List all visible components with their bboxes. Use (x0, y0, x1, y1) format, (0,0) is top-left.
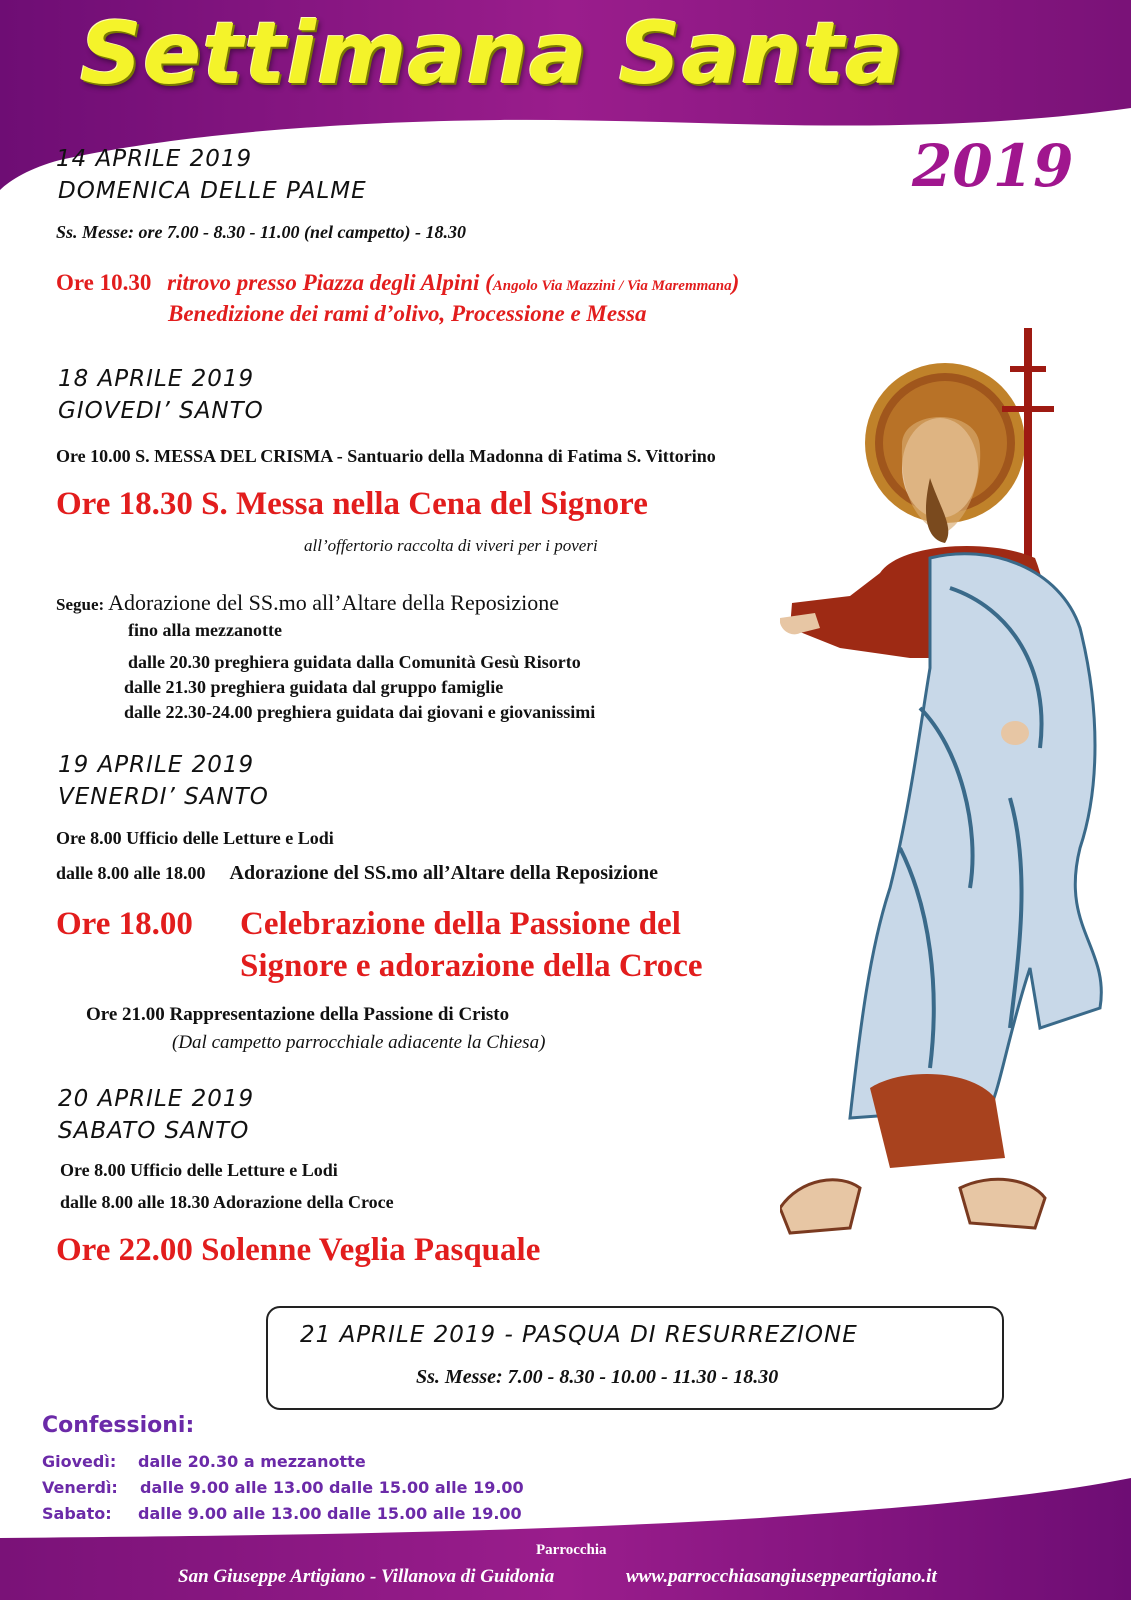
confessioni-day: Giovedì: (42, 1452, 117, 1471)
confessioni-day: Venerdì: (42, 1478, 118, 1497)
giovedi-line2: dalle 21.30 preghiera guidata dal gruppo famiglie (124, 677, 504, 697)
giovedi-adorazione: Adorazione del SS.mo all’Altare della Reposizione (108, 590, 560, 615)
sabato-veglia: Ore 22.00 Solenne Veglia Pasquale (56, 1232, 541, 1268)
footer-parish-name: San Giuseppe Artigiano - Villanova di Guidonia (178, 1566, 555, 1587)
pasqua-box (266, 1306, 1004, 1410)
sabato-day: SABATO SANTO (58, 1118, 250, 1144)
confessioni-hours: dalle 20.30 a mezzanotte (138, 1452, 366, 1471)
palme-masses: Ss. Messe: ore 7.00 - 8.30 - 11.00 (nel campetto) - 18.30 (56, 222, 466, 242)
poster-title: Settimana Santa (80, 4, 905, 104)
giovedi-crisma: Ore 10.00 S. MESSA DEL CRISMA - Santuario della Madonna di Fatima S. Vittorino (56, 446, 716, 466)
confessioni-hours: dalle 9.00 alle 13.00 dalle 15.00 alle 19.00 (140, 1478, 524, 1497)
palme-date: 14 APRILE 2019 (56, 146, 253, 172)
palme-meet-line (56, 270, 739, 296)
giovedi-offertorio: all’offertorio raccolta di viveri per i poveri (304, 536, 598, 555)
sabato-date: 20 APRILE 2019 (58, 1086, 255, 1112)
venerdi-adorazione-text: Adorazione del SS.mo all’Altare della Reposizione (229, 862, 658, 884)
confessioni-hours: dalle 9.00 alle 13.00 dalle 15.00 alle 19.00 (138, 1504, 522, 1523)
giovedi-line1: dalle 20.30 preghiera guidata dalla Comunità Gesù Risorto (128, 652, 581, 672)
venerdi-date: 19 APRILE 2019 (58, 752, 255, 778)
venerdi-ufficio: Ore 8.00 Ufficio delle Letture e Lodi (56, 828, 334, 848)
pasqua-title: 21 APRILE 2019 - PASQUA DI RESURREZIONE (300, 1322, 858, 1348)
venerdi-passione-line1: Celebrazione della Passione del (240, 906, 681, 942)
pasqua-masses: Ss. Messe: 7.00 - 8.30 - 10.00 - 11.30 - 18.30 (416, 1366, 779, 1388)
palme-blessing: Benedizione dei rami d’olivo, Processione e Messa (168, 301, 647, 326)
sabato-ufficio: Ore 8.00 Ufficio delle Letture e Lodi (60, 1160, 338, 1180)
confessioni-heading: Confessioni: (42, 1413, 195, 1438)
sabato-adorazione: dalle 8.00 alle 18.30 Adorazione della Croce (60, 1192, 394, 1212)
palme-meet-text: ritrovo presso Piazza degli Alpini ( (167, 270, 493, 295)
giovedi-day: GIOVEDI’ SANTO (58, 398, 264, 424)
venerdi-rappresentazione: Ore 21.00 Rappresentazione della Passione di Cristo (86, 1004, 510, 1025)
venerdi-passione-line2: Signore e adorazione della Croce (240, 948, 703, 984)
venerdi-day: VENERDI’ SANTO (58, 784, 269, 810)
poster-year: 2019 (912, 132, 1074, 200)
confessioni-row (42, 1452, 366, 1471)
footer-parrocchia: Parrocchia (536, 1542, 607, 1558)
venerdi-campetto: (Dal campetto parrocchiale adiacente la Chiesa) (172, 1032, 546, 1053)
christ-figure (780, 417, 1101, 1233)
palme-meet-small: Angolo Via Mazzini / Via Maremmana (492, 278, 732, 294)
venerdi-adorazione-line (56, 862, 658, 885)
palme-meet-time: Ore 10.30 (56, 270, 152, 295)
christ-mosaic-illustration (780, 328, 1120, 1288)
confessioni-day: Sabato: (42, 1504, 112, 1523)
giovedi-date: 18 APRILE 2019 (58, 366, 255, 392)
footer-band (0, 1478, 1131, 1600)
giovedi-fino: fino alla mezzanotte (128, 620, 282, 640)
palme-day: DOMENICA DELLE PALME (58, 178, 367, 204)
giovedi-cena: Ore 18.30 S. Messa nella Cena del Signore (56, 486, 648, 522)
giovedi-segue-line (56, 590, 559, 616)
palme-meet-close: ) (731, 270, 740, 295)
giovedi-line3: dalle 22.30-24.00 preghiera guidata dai giovani e giovanissimi (124, 702, 596, 722)
giovedi-segue-label: Segue: (56, 595, 105, 614)
footer-website[interactable]: www.parrocchiasangiuseppeartigiano.it (626, 1566, 937, 1587)
venerdi-passione-time: Ore 18.00 (56, 906, 193, 942)
venerdi-adorazione-time: dalle 8.00 alle 18.00 (56, 863, 206, 883)
